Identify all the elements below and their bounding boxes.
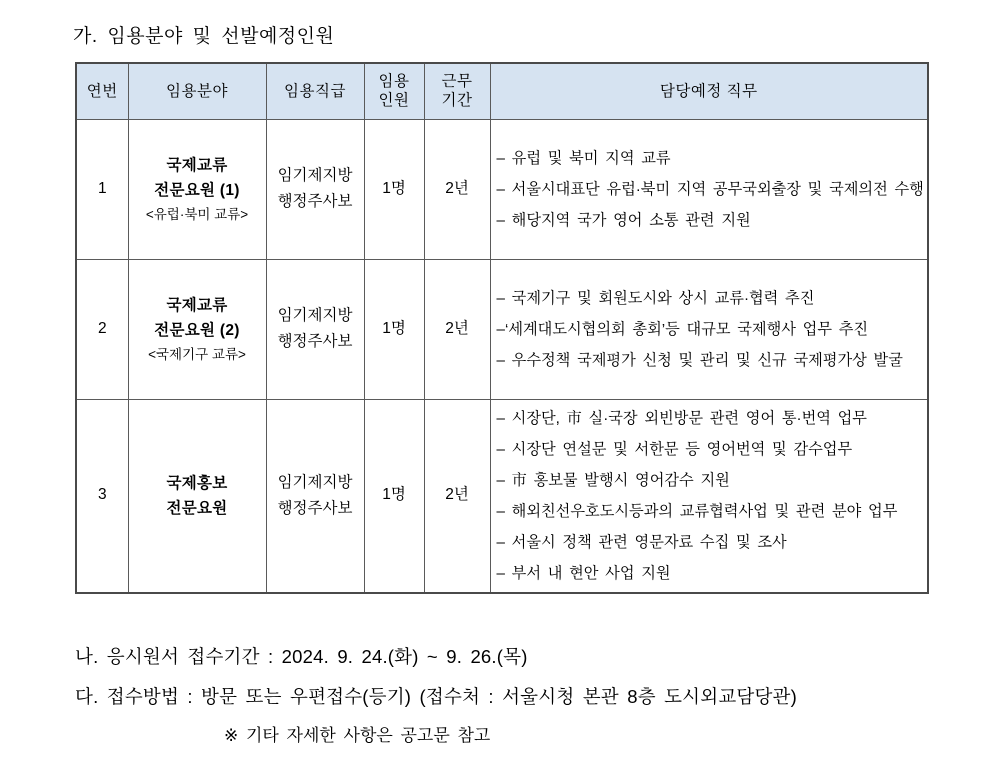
cell-field-3: 국제홍보 전문요원: [128, 399, 266, 593]
cell-field-1: 국제교류 전문요원 (1) <유럽·북미 교류>: [128, 119, 266, 259]
cell-duties-3: [490, 399, 928, 593]
cell-period-2: 2년: [424, 259, 490, 399]
cell-duties-1: [490, 119, 928, 259]
application-method-line: 다. 접수방법 : 방문 또는 우편접수(등기) (접수처 : 서울시청 본관 8층 도시외교담당관): [75, 686, 797, 707]
table-header-row: [76, 63, 928, 119]
col-header-field: 임용분야: [128, 63, 266, 119]
duty-line: – 시장단, 市 실·국장 외빈방문 관련 영어 통·번역 업무: [496, 409, 867, 427]
col-header-duties: 담당예정 직무: [490, 63, 928, 119]
duty-line: – 국제기구 및 회원도시와 상시 교류·협력 추진: [496, 289, 815, 307]
cell-count-3: 1명: [364, 399, 424, 593]
application-period-line: 나. 응시원서 접수기간 : 2024. 9. 24.(화) ~ 9. 26.(목): [75, 646, 528, 667]
cell-grade-1: 임기제지방 행정주사보: [266, 119, 364, 259]
cell-count-1: 1명: [364, 119, 424, 259]
duty-line: – 시장단 연설문 및 서한문 등 영어번역 및 감수업무: [496, 440, 853, 458]
cell-period-3: 2년: [424, 399, 490, 593]
section-a-title: 가. 임용분야 및 선발예정인원: [73, 26, 335, 47]
cell-no-2: 2: [76, 259, 128, 399]
duty-line: – 市 홍보물 발행시 영어감수 지원: [496, 471, 730, 489]
col-header-no: 연번: [76, 63, 128, 119]
cell-field-2: 국제교류 전문요원 (2) <국제기구 교류>: [128, 259, 266, 399]
cell-grade-3: 임기제지방 행정주사보: [266, 399, 364, 593]
duty-line: – 유럽 및 북미 지역 교류: [496, 149, 671, 167]
duty-line: – 우수정책 국제평가 신청 및 관리 및 신규 국제평가상 발굴: [496, 351, 903, 369]
duty-line: – 부서 내 현안 사업 지원: [496, 564, 671, 582]
reference-note: ※ 기타 자세한 사항은 공고문 참고: [224, 726, 491, 745]
duty-line: – 서울시대표단 유럽·북미 지역 공무국외출장 및 국제의전 수행: [496, 180, 924, 198]
cell-duties-2: [490, 259, 928, 399]
cell-period-1: 2년: [424, 119, 490, 259]
table-row-1: [76, 119, 928, 259]
cell-count-2: 1명: [364, 259, 424, 399]
duty-line: – 해외친선우호도시등과의 교류협력사업 및 관련 분야 업무: [496, 502, 898, 520]
col-header-grade: 임용직급: [266, 63, 364, 119]
col-header-count: 임용 인원: [364, 63, 424, 119]
cell-no-1: 1: [76, 119, 128, 259]
table-row-3: [76, 399, 928, 593]
col-header-period: 근무 기간: [424, 63, 490, 119]
duty-line: –‘세계대도시협의회 총회’등 대규모 국제행사 업무 추진: [496, 320, 869, 338]
duty-line: – 서울시 정책 관련 영문자료 수집 및 조사: [496, 533, 787, 551]
cell-grade-2: 임기제지방 행정주사보: [266, 259, 364, 399]
cell-no-3: 3: [76, 399, 128, 593]
duty-line: – 해당지역 국가 영어 소통 관련 지원: [496, 211, 751, 229]
table-row-2: [76, 259, 928, 399]
recruitment-table: [75, 62, 929, 594]
